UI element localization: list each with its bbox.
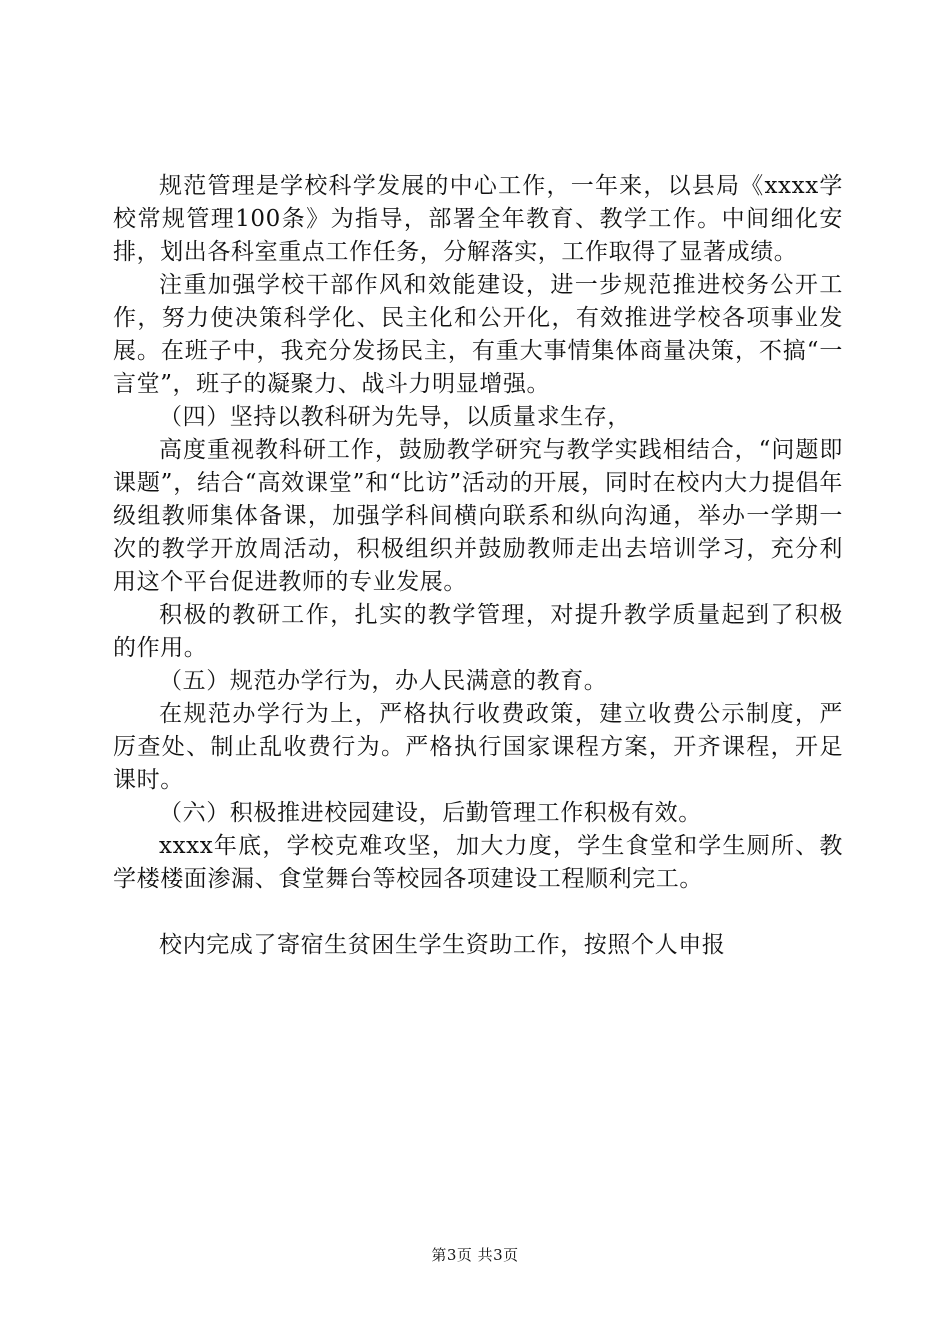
document-body xyxy=(113,170,843,962)
paragraph-construction: xxxx年底，学校克难攻坚，加大力度，学生食堂和学生厕所、教学楼楼面渗漏、食堂舞台等校园各项建设工程顺利完工。 xyxy=(113,833,843,892)
section-heading-four: （四）坚持以教科研为先导，以质量求生存， xyxy=(159,404,631,430)
paragraph-research-effect: 积极的教研工作，扎实的教学管理，对提升教学质量起到了积极的作用。 xyxy=(113,602,843,661)
page-footer: 第3页 共3页 xyxy=(431,1246,519,1264)
paragraph-financial-aid: 校内完成了寄宿生贫困生学生资助工作，按照个人申报 xyxy=(159,932,726,958)
section-heading-six: （六）积极推进校园建设，后勤管理工作积极有效。 xyxy=(159,800,702,826)
paragraph-research: 高度重视教科研工作，鼓励教学研究与教学实践相结合，“问题即课题”，结合“高效课堂”和“比访”活动的开展，同时在校内大力提倡年级组教师集体备课，加强学科间横向联系和纵向沟通，举办一学期一次的教学开放周活动，积极组织并鼓励教师走出去培训学习，充分利用这个平台促进教师的专业发展。 xyxy=(113,437,843,595)
paragraph-management: 规范管理是学校科学发展的中心工作，一年来，以县局《xxxx学校常规管理100条》为指导，部署全年教育、教学工作。中间细化安排，划出各科室重点工作任务，分解落实，工作取得了显著成绩。 xyxy=(113,173,843,265)
section-heading-five: （五）规范办学行为，办人民满意的教育。 xyxy=(159,668,608,694)
paragraph-fees: 在规范办学行为上，严格执行收费政策，建立收费公示制度，严厉查处、制止乱收费行为。严格执行国家课程方案，开齐课程，开足课时。 xyxy=(113,701,843,793)
paragraph-leadership: 注重加强学校干部作风和效能建设，进一步规范推进校务公开工作，努力使决策科学化、民主化和公开化，有效推进学校各项事业发展。在班子中，我充分发扬民主，有重大事情集体商量决策，不搞“一言堂”，班子的凝聚力、战斗力明显增强。 xyxy=(113,272,843,397)
